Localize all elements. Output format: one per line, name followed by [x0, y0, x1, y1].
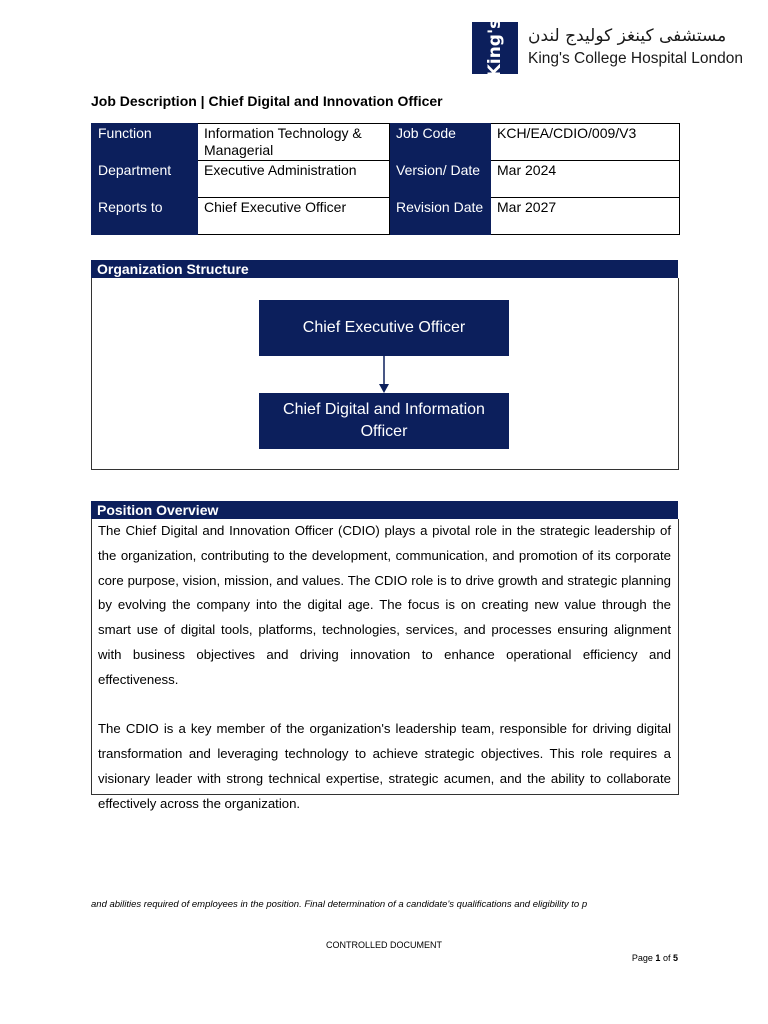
department-label: Department	[92, 161, 198, 198]
org-box-cdio: Chief Digital and Information Officer	[259, 393, 509, 449]
page-total: 5	[672, 953, 678, 963]
reports-to-value: Chief Executive Officer	[198, 198, 390, 235]
revision-date-label: Revision Date	[390, 198, 491, 235]
job-code-value: KCH/EA/CDIO/009/V3	[491, 124, 680, 161]
org-box-ceo: Chief Executive Officer	[259, 300, 509, 356]
reports-to-label: Reports to	[92, 198, 198, 235]
kings-college-logo	[472, 18, 743, 78]
job-code-label: Job Code	[390, 124, 491, 161]
overview-paragraph-2: The CDIO is a key member of the organization's leadership team, responsible for driving digital transformation and leveraging technology to achieve strategic objectives. This role requires a visionary leader with strong technical expertise, strategic acumen, and the ability to collaborate effectively across the organization.	[98, 721, 671, 811]
org-arrow-icon	[378, 356, 390, 393]
page-of: of	[662, 953, 671, 963]
table-row	[92, 198, 680, 235]
function-value: Information Technology & Managerial	[198, 124, 390, 161]
job-info-table	[91, 123, 680, 235]
logo-english-name: King's College Hospital London	[528, 50, 743, 67]
revision-date-value: Mar 2027	[491, 198, 680, 235]
controlled-document-label: CONTROLLED DOCUMENT	[325, 940, 442, 950]
position-overview-body	[98, 519, 671, 817]
footnote-text: and abilities required of employees in the position. Final determination of a candidate's qualifications and eligibility to p	[91, 899, 588, 910]
version-date-label: Version/ Date	[390, 161, 491, 198]
page-number	[632, 953, 678, 963]
function-label: Function	[92, 124, 198, 161]
table-row	[92, 161, 680, 198]
position-overview-heading: Position Overview	[91, 501, 678, 519]
table-row	[92, 124, 680, 161]
version-date-value: Mar 2024	[491, 161, 680, 198]
org-structure-heading: Organization Structure	[91, 260, 678, 278]
page-current: 1	[655, 953, 661, 963]
logo-arabic-name: مستشفى كينغز كوليدج لندن	[528, 26, 727, 46]
overview-paragraph-1: The Chief Digital and Innovation Officer (CDIO) plays a pivotal role in the strategic leadership of the organization, contributing to the development, communication, and promotion of its corporate core purpose, vision, mission, and values. The CDIO role is to drive growth and strategic planning by evolving the company into the digital age. The focus is on creating new value through the smart use of digital tools, platforms, technologies, services, and processes ensuring alignment with business objectives and driving innovation to enhance operational efficiency and effectiveness.	[98, 523, 671, 687]
kings-logo-mark	[472, 18, 518, 78]
page-label: Page	[631, 953, 653, 963]
department-value: Executive Administration	[198, 161, 390, 198]
logo-mark-text: King's	[485, 18, 505, 78]
document-title: Job Description | Chief Digital and Innovation Officer	[91, 93, 443, 109]
